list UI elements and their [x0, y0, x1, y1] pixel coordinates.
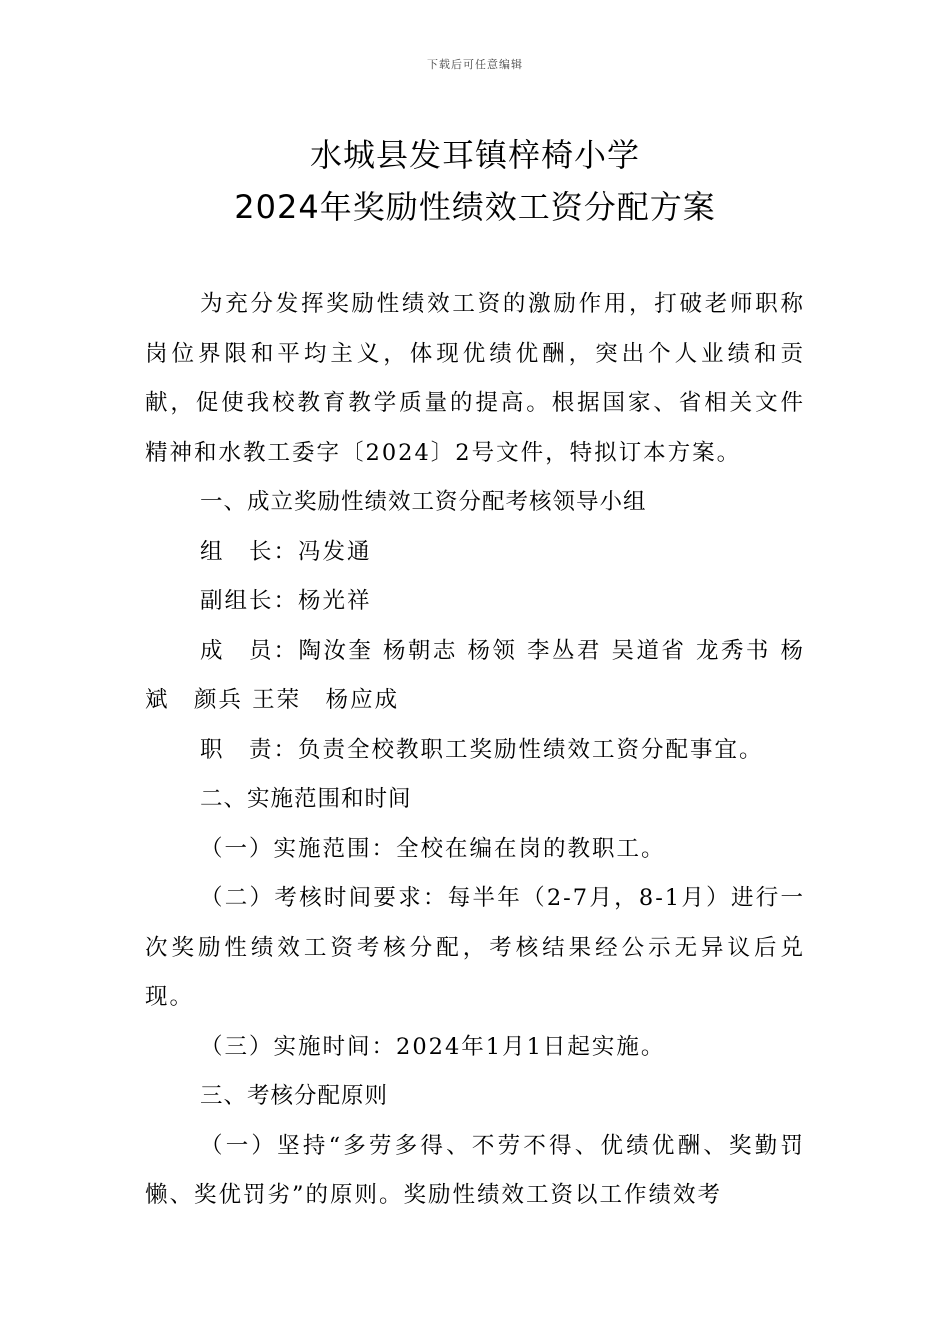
- scope-paragraph: （一）实施范围：全校在编在岗的教职工。: [200, 835, 666, 862]
- duty-label: 职 责：: [200, 736, 299, 763]
- duty-value: 负责全校教职工奖励性绩效工资分配事宜。: [298, 736, 764, 763]
- deputy-label: 副组长：: [200, 588, 299, 614]
- section3-heading: 三、考核分配原则: [200, 1083, 389, 1109]
- deputy-line: [145, 577, 805, 627]
- principle1-paragraph: （一）坚持“多劳多得、不劳不得、优绩优酬、奖勤罚懒、奖优罚劣”的原则。奖励性绩效工资以工作绩效考: [145, 1132, 805, 1208]
- document-title-line1: 水城县发耳镇梓椅小学: [309, 136, 640, 174]
- members-label: 成 员：: [200, 637, 299, 664]
- leader-label: 组 长：: [200, 538, 299, 565]
- duty-line: [145, 726, 805, 776]
- members-value: 陶汝奎 杨朝志 杨领 李丛君 吴道省 龙秀书 杨斌 颜兵 王荣 杨应成: [145, 637, 805, 713]
- document-title-line2: 2024年奖励性绩效工资分配方案: [234, 188, 716, 226]
- assessment-time-paragraph: （二）考核时间要求：每半年（2-7月，8-1月）进行一次奖励性绩效工资考核分配，考核结果经公示无异议后兑现。: [145, 885, 805, 1010]
- start-time-paragraph: （三）实施时间：2024年1月1日起实施。: [200, 1033, 666, 1060]
- leader-value: 冯发通: [298, 538, 372, 565]
- section2-heading: 二、实施范围和时间: [200, 786, 412, 812]
- section1-heading: 一、成立奖励性绩效工资分配考核领导小组: [200, 489, 647, 515]
- header-note: 下载后可任意编辑: [427, 58, 523, 71]
- intro-paragraph: 为充分发挥奖励性绩效工资的激励作用，打破老师职称岗位界限和平均主义，体现优绩优酬，突出个人业绩和贡献，促使我校教育教学质量的提高。根据国家、省相关文件精神和水教工委字〔2024〕2号文件，特拟订本方案。: [145, 291, 805, 466]
- document-body: [145, 280, 805, 1221]
- deputy-value: 杨光祥: [298, 588, 372, 614]
- members-line: [145, 627, 805, 726]
- leader-line: [145, 528, 805, 578]
